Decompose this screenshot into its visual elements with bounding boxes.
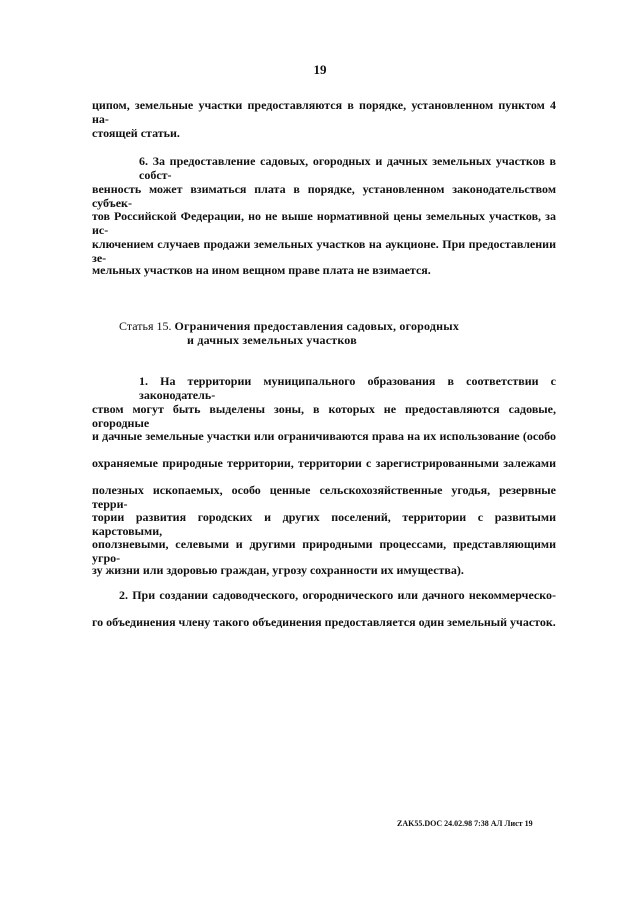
article-heading-continued	[187, 333, 357, 347]
text-line: ключением случаев продажи земельных участков на аукционе. При предоставлении зе-	[92, 237, 556, 265]
text-line: охраняемые природные территории, территории с зарегистрированными залежами	[92, 456, 556, 470]
article-title: Ограничения предоставления садовых, огородных	[174, 319, 460, 333]
text-line: венность может взиматься плата в порядке, установленном законодательством субъек-	[92, 182, 556, 210]
text-line: и дачные земельные участки или ограничиваются права на их использование (особо	[92, 429, 556, 443]
text-line: тов Российской Федерации, но не выше нормативной цены земельных участков, за ис-	[92, 209, 556, 237]
text-line: ством могут быть выделены зоны, в которых не предоставляются садовые, огородные	[92, 402, 556, 430]
text-line: стоящей статьи.	[92, 126, 180, 140]
article-heading	[119, 319, 459, 333]
text-line: оползневыми, селевыми и другими природными процессами, представляющими угро-	[92, 537, 556, 565]
text-line: полезных ископаемых, особо ценные сельскохозяйственные угодья, резервные терри-	[92, 483, 556, 511]
text-line: ципом, земельные участки предоставляются в порядке, установленном пунктом 4 на-	[92, 98, 556, 126]
text-line: го объединения члену такого объединения предоставляется один земельный участок.	[92, 615, 556, 629]
text-line: зу жизни или здоровью граждан, угрозу сохранности их имущества).	[92, 563, 464, 577]
text-line: 2. При создании садоводческого, огороднического или дачного некоммерческо-	[119, 588, 556, 602]
text-line: 1. На территории муниципального образования в соответствии с законодатель-	[139, 374, 556, 402]
page-number: 19	[313, 62, 327, 77]
text-line: тории развития городских и других поселений, территории с развитыми карстовыми,	[92, 510, 556, 538]
article-title: и дачных земельных участков	[187, 333, 357, 347]
text-line: мельных участков на ином вещном праве плата не взимается.	[92, 263, 431, 277]
article-label: Статья 15.	[119, 319, 172, 333]
text-line: 6. За предоставление садовых, огородных и дачных земельных участков в собст-	[139, 154, 556, 182]
document-footer: ZAK55.DOC 24.02.98 7:38 АЛ Лист 19	[397, 819, 533, 828]
